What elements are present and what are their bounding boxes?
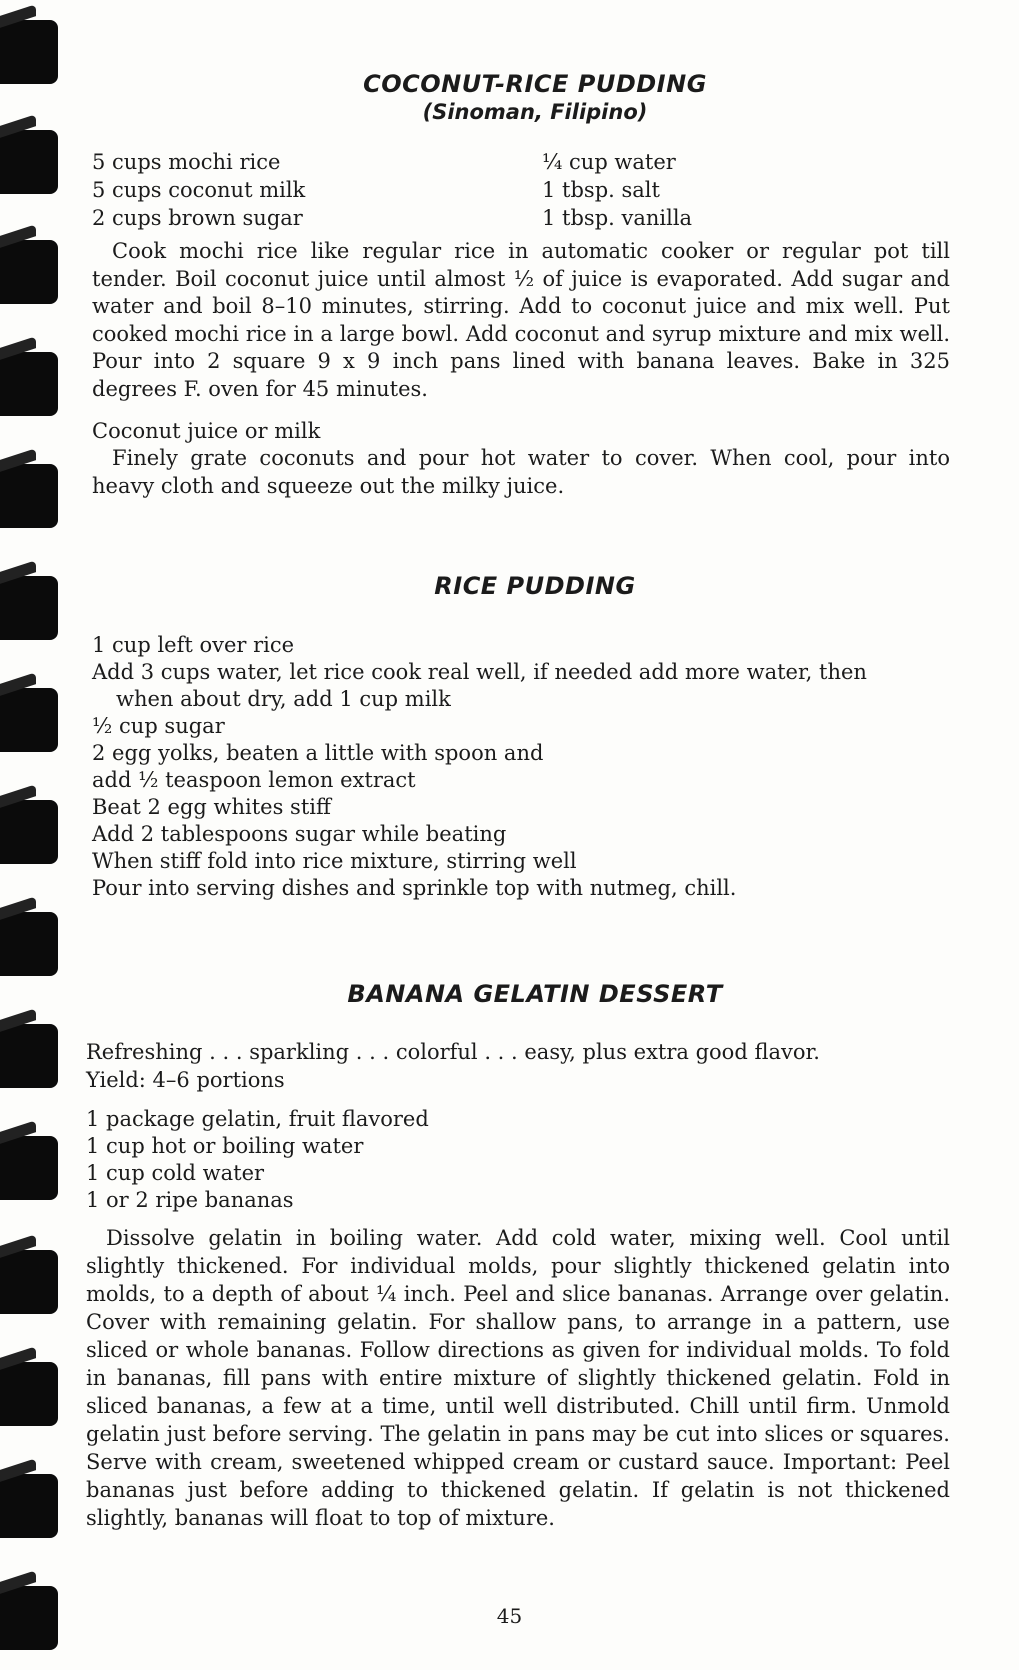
binding-tab <box>0 1362 58 1426</box>
recipe-line: When stiff fold into rice mixture, stirring well <box>92 849 577 873</box>
ingredient-list <box>80 1106 950 1214</box>
ingredient-item: 5 cups mochi rice <box>92 150 281 174</box>
binding-tab <box>0 1136 58 1200</box>
binding-tab <box>0 464 58 528</box>
recipe-line: Add 3 cups water, let rice cook real well, if needed add more water, then <box>92 660 867 684</box>
recipe-line: 2 egg yolks, beaten a little with spoon and <box>92 741 544 765</box>
recipe-steps <box>80 632 950 902</box>
page-number: 45 <box>496 1604 523 1628</box>
binding-tab <box>0 130 58 194</box>
recipe-coconut-rice-pudding <box>80 70 950 500</box>
ingredient-item: 1 tbsp. vanilla <box>542 206 693 230</box>
ingredient-item: 1 tbsp. salt <box>542 178 660 202</box>
recipe-line: ½ cup sugar <box>92 714 225 738</box>
recipe-line: 1 cup left over rice <box>92 633 295 657</box>
ingredient-item: 1 cup hot or boiling water <box>86 1134 364 1158</box>
note-text: Finely grate coconuts and pour hot water to cover. When cool, pour into heavy cloth and squeeze out the milky juice. <box>92 446 950 498</box>
binding-tab <box>0 1250 58 1314</box>
spiral-binding <box>0 0 64 1670</box>
recipe-line: Beat 2 egg whites stiff <box>92 795 331 819</box>
recipe-intro <box>86 1038 950 1094</box>
recipe-line: Pour into serving dishes and sprinkle top with nutmeg, chill. <box>92 876 737 900</box>
recipe-subtitle: (Sinoman, Filipino) <box>422 100 648 124</box>
binding-tab <box>0 1024 58 1088</box>
binding-tab <box>0 800 58 864</box>
ingredient-item: ¼ cup water <box>542 150 676 174</box>
note-heading: Coconut juice or milk <box>92 419 321 443</box>
binding-tab <box>0 240 58 304</box>
recipe-line: Add 2 tablespoons sugar while beating <box>92 822 507 846</box>
recipe-banana-gelatin-dessert <box>80 980 950 1532</box>
binding-tab <box>0 688 58 752</box>
recipe-line: when about dry, add 1 cup milk <box>116 687 451 711</box>
ingredient-item: 1 or 2 ripe bananas <box>86 1188 294 1212</box>
ingredient-item: 1 package gelatin, fruit flavored <box>86 1107 429 1131</box>
ingredient-list <box>80 148 950 232</box>
binding-tab <box>0 352 58 416</box>
recipe-title: RICE PUDDING <box>434 572 636 600</box>
page-content <box>80 70 950 1532</box>
ingredient-column-left <box>92 148 542 232</box>
recipe-directions: Cook mochi rice like regular rice in automatic cooker or regular pot till tender. Boil coconut juice until almost ½ of juice is evaporated. Add sugar and water and boil 8–10 minutes, stirring. Add to coconut juice and mix well. Put cooked mochi rice in a large bowl. Add coconut and syrup mixture and mix well. Pour into 2 square 9 x 9 inch pans lined with banana leaves. Bake in 325 degrees F. oven for 45 minutes. <box>92 239 950 401</box>
binding-tab <box>0 912 58 976</box>
ingredient-item: 5 cups coconut milk <box>92 178 306 202</box>
recipe-rice-pudding <box>80 572 950 902</box>
recipe-line: add ½ teaspoon lemon extract <box>92 768 416 792</box>
recipe-title: COCONUT-RICE PUDDING <box>363 70 707 98</box>
recipe-yield: Yield: 4–6 portions <box>86 1068 285 1092</box>
recipe-directions: Dissolve gelatin in boiling water. Add cold water, mixing well. Cool until slightly thickened. For individual molds, pour slightly thickened gelatin into molds, to a depth of about ¼ inch. Peel and slice bananas. Arrange over gelatin. Cover with remaining gelatin. For shallow pans, to arrange in a pattern, use sliced or whole bananas. Follow directions as given for individual molds. To fold in bananas, fill pans with entire mixture of slightly thickened gelatin. Fold in sliced bananas, a few at a time, until well distributed. Chill until firm. Unmold gelatin just before serving. The gelatin in pans may be cut into slices or squares. Serve with cream, sweetened whipped cream or custard sauce. Important: Peel bananas just before adding to thickened gelatin. If gelatin is not thickened slightly, bananas will float to top of mixture. <box>86 1226 950 1530</box>
recipe-tagline: Refreshing . . . sparkling . . . colorful . . . easy, plus extra good flavor. <box>86 1040 820 1064</box>
binding-tab <box>0 20 58 84</box>
ingredient-item: 1 cup cold water <box>86 1161 265 1185</box>
binding-tab <box>0 576 58 640</box>
ingredient-item: 2 cups brown sugar <box>92 206 303 230</box>
binding-tab <box>0 1474 58 1538</box>
ingredient-column-right <box>542 148 942 232</box>
recipe-title: BANANA GELATIN DESSERT <box>347 980 723 1008</box>
